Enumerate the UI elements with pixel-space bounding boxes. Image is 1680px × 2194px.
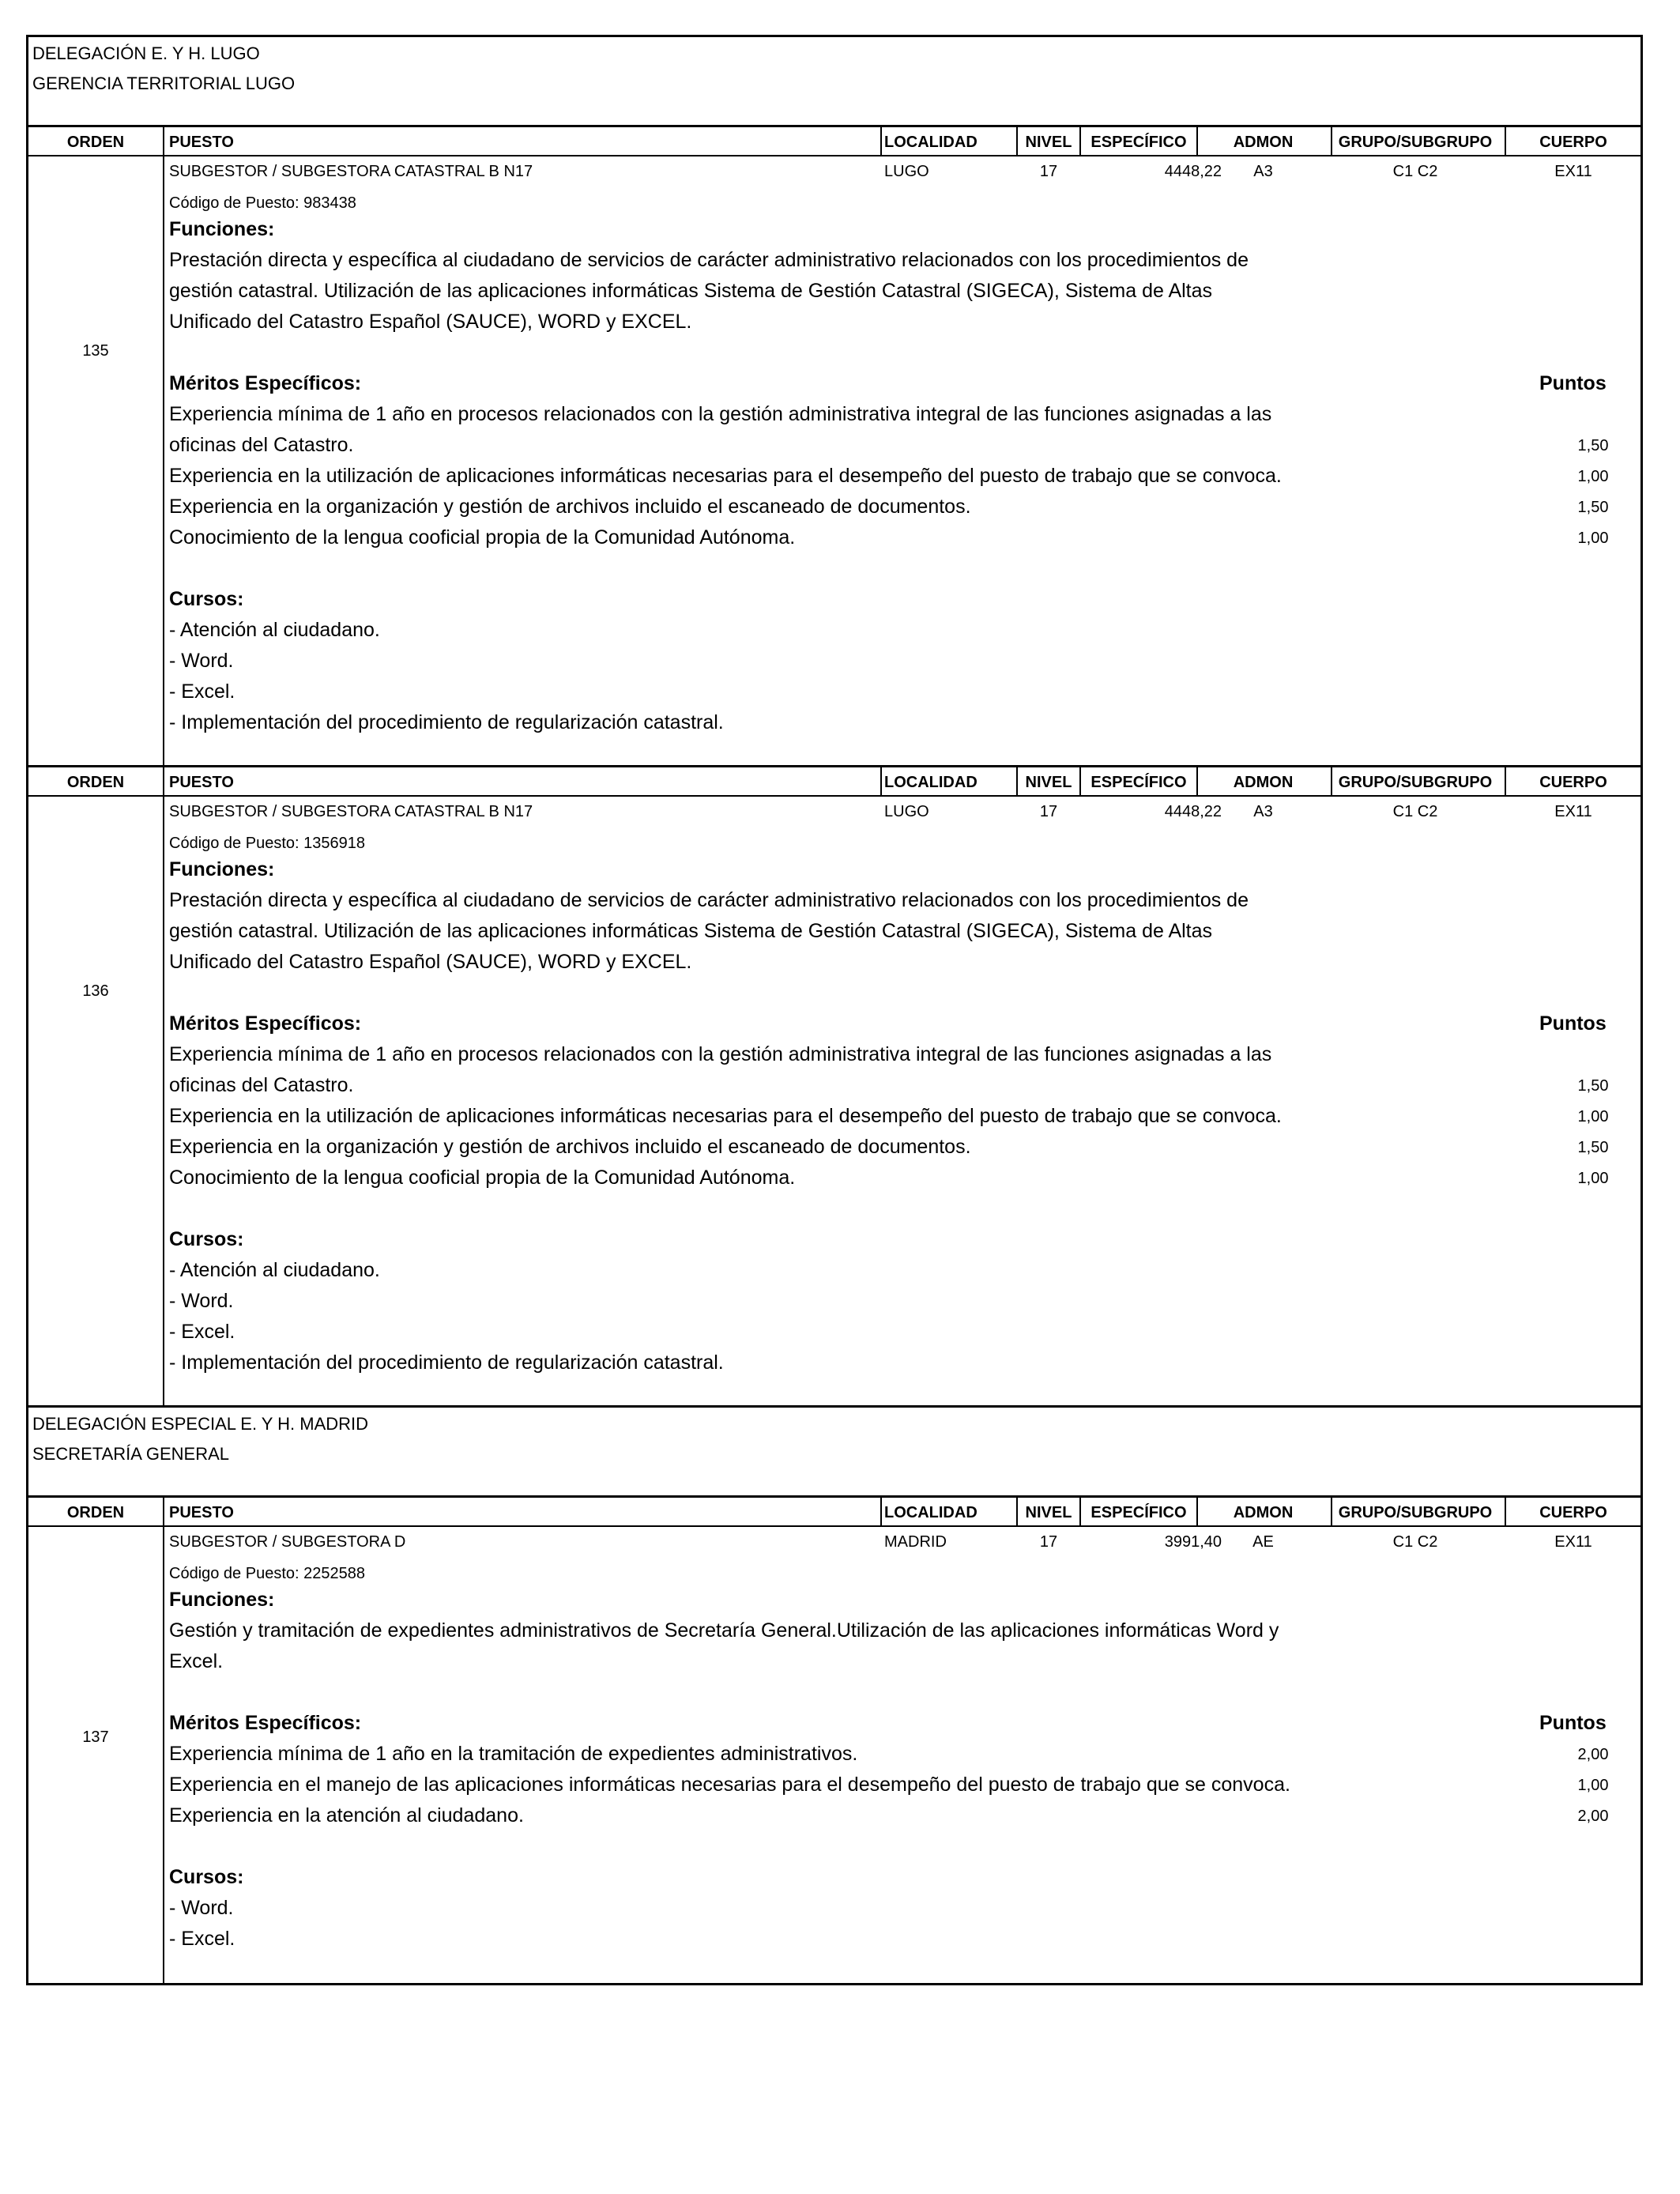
header-cuerpo: CUERPO bbox=[1539, 1504, 1607, 1521]
header-orden: ORDEN bbox=[66, 134, 125, 151]
nivel-value: 17 bbox=[1039, 163, 1058, 180]
orden-number: 137 bbox=[82, 1728, 109, 1746]
especifico-value: 3991,40 bbox=[1164, 1533, 1222, 1551]
merito-points: 1,50 bbox=[1577, 1077, 1609, 1095]
funciones-line: gestión catastral. Utilización de las aplicaciones informáticas Sistema de Gestión Catastral (SIGECA), Sistema de Altas bbox=[169, 920, 1213, 942]
header-especifico: ESPECÍFICO bbox=[1090, 134, 1187, 151]
document bbox=[26, 35, 1643, 1985]
curso-line: - Excel. bbox=[169, 1321, 235, 1343]
especifico-value: 4448,22 bbox=[1164, 803, 1222, 820]
especifico-value: 4448,22 bbox=[1164, 163, 1222, 180]
nivel-value: 17 bbox=[1039, 1533, 1058, 1551]
column-divider bbox=[880, 767, 882, 795]
puesto-name: SUBGESTOR / SUBGESTORA D bbox=[169, 1533, 406, 1551]
merito-points: 2,00 bbox=[1577, 1746, 1609, 1763]
admon-value: AE bbox=[1252, 1533, 1274, 1551]
puntos-label: Puntos bbox=[1539, 1712, 1607, 1734]
funciones-line: Gestión y tramitación de expedientes administrativos de Secretaría General.Utilización de las aplicaciones informáticas Word y bbox=[169, 1619, 1279, 1642]
merito-points: 1,50 bbox=[1577, 1139, 1609, 1156]
orden-number: 136 bbox=[82, 982, 109, 1000]
cursos-label: Cursos: bbox=[169, 588, 244, 610]
delegation-unit: SECRETARÍA GENERAL bbox=[32, 1444, 229, 1464]
merito-line: oficinas del Catastro. bbox=[169, 1074, 354, 1096]
orden-number: 135 bbox=[82, 342, 109, 360]
orden-column bbox=[28, 797, 164, 1405]
curso-line: - Excel. bbox=[169, 1928, 235, 1950]
curso-line: - Word. bbox=[169, 1897, 234, 1919]
column-divider bbox=[1079, 127, 1081, 155]
curso-line: - Implementación del procedimiento de regularización catastral. bbox=[169, 711, 724, 733]
header-orden: ORDEN bbox=[66, 774, 125, 791]
header-grupo: GRUPO/SUBGRUPO bbox=[1338, 134, 1493, 151]
header-localidad: LOCALIDAD bbox=[884, 1504, 977, 1521]
curso-line: - Word. bbox=[169, 1290, 234, 1312]
funciones-label: Funciones: bbox=[169, 858, 275, 880]
curso-line: - Atención al ciudadano. bbox=[169, 1259, 380, 1281]
merito-line: Experiencia en la atención al ciudadano. bbox=[169, 1804, 524, 1826]
merito-line: Experiencia en el manejo de las aplicaciones informáticas necesarias para el desempeño del puesto de trabajo que se convoca. bbox=[169, 1774, 1290, 1796]
merito-line: oficinas del Catastro. bbox=[169, 434, 354, 456]
merito-points: 1,00 bbox=[1577, 1108, 1609, 1125]
header-especifico: ESPECÍFICO bbox=[1090, 1504, 1187, 1521]
grupo-value: C1 C2 bbox=[1392, 163, 1438, 180]
column-divider bbox=[1331, 767, 1332, 795]
table-header bbox=[26, 1495, 1643, 1527]
puntos-label: Puntos bbox=[1539, 1012, 1607, 1035]
funciones-line: gestión catastral. Utilización de las aplicaciones informáticas Sistema de Gestión Catastral (SIGECA), Sistema de Altas bbox=[169, 280, 1213, 302]
header-admon: ADMON bbox=[1233, 774, 1294, 791]
header-orden: ORDEN bbox=[66, 1504, 125, 1521]
header-localidad: LOCALIDAD bbox=[884, 774, 977, 791]
header-nivel: NIVEL bbox=[1025, 774, 1072, 791]
cursos-label: Cursos: bbox=[169, 1228, 244, 1250]
orden-column bbox=[28, 1527, 164, 1983]
merito-line: Conocimiento de la lengua cooficial propia de la Comunidad Autónoma. bbox=[169, 1167, 796, 1189]
meritos-label: Méritos Específicos: bbox=[169, 1712, 362, 1734]
header-admon: ADMON bbox=[1233, 134, 1294, 151]
merito-line: Experiencia mínima de 1 año en la tramitación de expedientes administrativos. bbox=[169, 1743, 858, 1765]
puntos-label: Puntos bbox=[1539, 372, 1607, 394]
column-divider bbox=[163, 767, 164, 795]
header-puesto: PUESTO bbox=[169, 134, 234, 151]
admon-value: A3 bbox=[1253, 163, 1273, 180]
merito-line: Experiencia en la organización y gestión de archivos incluido el escaneado de documentos. bbox=[169, 1136, 971, 1158]
header-localidad: LOCALIDAD bbox=[884, 134, 977, 151]
header-cuerpo: CUERPO bbox=[1539, 774, 1607, 791]
merito-points: 1,50 bbox=[1577, 499, 1609, 516]
merito-line: Experiencia en la organización y gestión de archivos incluido el escaneado de documentos. bbox=[169, 496, 971, 518]
header-nivel: NIVEL bbox=[1025, 134, 1072, 151]
codigo-puesto: Código de Puesto: 2252588 bbox=[169, 1565, 365, 1582]
column-divider bbox=[880, 1498, 882, 1525]
merito-line: Experiencia en la utilización de aplicaciones informáticas necesarias para el desempeño del puesto de trabajo que se convoca. bbox=[169, 465, 1282, 487]
delegation-header bbox=[26, 1405, 1643, 1495]
merito-points: 1,00 bbox=[1577, 1170, 1609, 1187]
funciones-label: Funciones: bbox=[169, 1589, 275, 1611]
funciones-line: Prestación directa y específica al ciudadano de servicios de carácter administrativo relacionados con los procedimientos de bbox=[169, 889, 1249, 911]
column-divider bbox=[880, 127, 882, 155]
header-cuerpo: CUERPO bbox=[1539, 134, 1607, 151]
header-puesto: PUESTO bbox=[169, 774, 234, 791]
delegation-unit: GERENCIA TERRITORIAL LUGO bbox=[32, 74, 296, 93]
merito-line: Experiencia mínima de 1 año en procesos relacionados con la gestión administrativa integral de las funciones asignadas a las bbox=[169, 1043, 1272, 1065]
header-admon: ADMON bbox=[1233, 1504, 1294, 1521]
column-divider bbox=[1331, 1498, 1332, 1525]
column-divider bbox=[1196, 767, 1198, 795]
merito-line: Conocimiento de la lengua cooficial propia de la Comunidad Autónoma. bbox=[169, 526, 796, 548]
funciones-line: Unificado del Catastro Español (SAUCE), WORD y EXCEL. bbox=[169, 311, 692, 333]
meritos-label: Méritos Específicos: bbox=[169, 1012, 362, 1035]
column-divider bbox=[1079, 1498, 1081, 1525]
cuerpo-value: EX11 bbox=[1554, 163, 1592, 180]
table-header bbox=[26, 125, 1643, 156]
meritos-label: Méritos Específicos: bbox=[169, 372, 362, 394]
column-divider bbox=[1016, 127, 1018, 155]
merito-points: 1,00 bbox=[1577, 1777, 1609, 1794]
header-grupo: GRUPO/SUBGRUPO bbox=[1338, 1504, 1493, 1521]
funciones-line: Excel. bbox=[169, 1650, 224, 1672]
merito-points: 1,00 bbox=[1577, 530, 1609, 547]
delegation-name: DELEGACIÓN E. Y H. LUGO bbox=[32, 43, 260, 63]
nivel-value: 17 bbox=[1039, 803, 1058, 820]
column-divider bbox=[163, 127, 164, 155]
curso-line: - Atención al ciudadano. bbox=[169, 619, 380, 641]
funciones-line: Unificado del Catastro Español (SAUCE), WORD y EXCEL. bbox=[169, 951, 692, 973]
entry-block bbox=[26, 1527, 1643, 1985]
curso-line: - Implementación del procedimiento de regularización catastral. bbox=[169, 1351, 724, 1374]
column-divider bbox=[1505, 127, 1506, 155]
column-divider bbox=[1196, 1498, 1198, 1525]
column-divider bbox=[1505, 1498, 1506, 1525]
merito-line: Experiencia mínima de 1 año en procesos relacionados con la gestión administrativa integral de las funciones asignadas a las bbox=[169, 403, 1272, 425]
cuerpo-value: EX11 bbox=[1554, 803, 1592, 820]
grupo-value: C1 C2 bbox=[1392, 803, 1438, 820]
cursos-label: Cursos: bbox=[169, 1866, 244, 1888]
delegation-name: DELEGACIÓN ESPECIAL E. Y H. MADRID bbox=[32, 1414, 369, 1434]
curso-line: - Excel. bbox=[169, 680, 235, 703]
column-divider bbox=[1505, 767, 1506, 795]
column-divider bbox=[1016, 767, 1018, 795]
entry-block bbox=[26, 797, 1643, 1405]
entry-block bbox=[26, 156, 1643, 765]
merito-points: 2,00 bbox=[1577, 1808, 1609, 1825]
header-nivel: NIVEL bbox=[1025, 1504, 1072, 1521]
column-divider bbox=[1331, 127, 1332, 155]
merito-points: 1,00 bbox=[1577, 468, 1609, 485]
delegation-header bbox=[26, 35, 1643, 125]
column-divider bbox=[1196, 127, 1198, 155]
codigo-puesto: Código de Puesto: 1356918 bbox=[169, 835, 365, 852]
puesto-name: SUBGESTOR / SUBGESTORA CATASTRAL B N17 bbox=[169, 803, 533, 820]
curso-line: - Word. bbox=[169, 650, 234, 672]
puesto-name: SUBGESTOR / SUBGESTORA CATASTRAL B N17 bbox=[169, 163, 533, 180]
column-divider bbox=[163, 1498, 164, 1525]
header-puesto: PUESTO bbox=[169, 1504, 234, 1521]
table-header bbox=[26, 765, 1643, 797]
column-divider bbox=[1016, 1498, 1018, 1525]
merito-points: 1,50 bbox=[1577, 437, 1609, 454]
funciones-line: Prestación directa y específica al ciudadano de servicios de carácter administrativo relacionados con los procedimientos de bbox=[169, 249, 1249, 271]
merito-line: Experiencia en la utilización de aplicaciones informáticas necesarias para el desempeño del puesto de trabajo que se convoca. bbox=[169, 1105, 1282, 1127]
orden-column bbox=[28, 156, 164, 765]
header-grupo: GRUPO/SUBGRUPO bbox=[1338, 774, 1493, 791]
localidad-value: LUGO bbox=[884, 803, 929, 820]
header-especifico: ESPECÍFICO bbox=[1090, 774, 1187, 791]
grupo-value: C1 C2 bbox=[1392, 1533, 1438, 1551]
column-divider bbox=[1079, 767, 1081, 795]
funciones-label: Funciones: bbox=[169, 218, 275, 240]
cuerpo-value: EX11 bbox=[1554, 1533, 1592, 1551]
localidad-value: MADRID bbox=[884, 1533, 947, 1551]
localidad-value: LUGO bbox=[884, 163, 929, 180]
admon-value: A3 bbox=[1253, 803, 1273, 820]
codigo-puesto: Código de Puesto: 983438 bbox=[169, 194, 356, 212]
